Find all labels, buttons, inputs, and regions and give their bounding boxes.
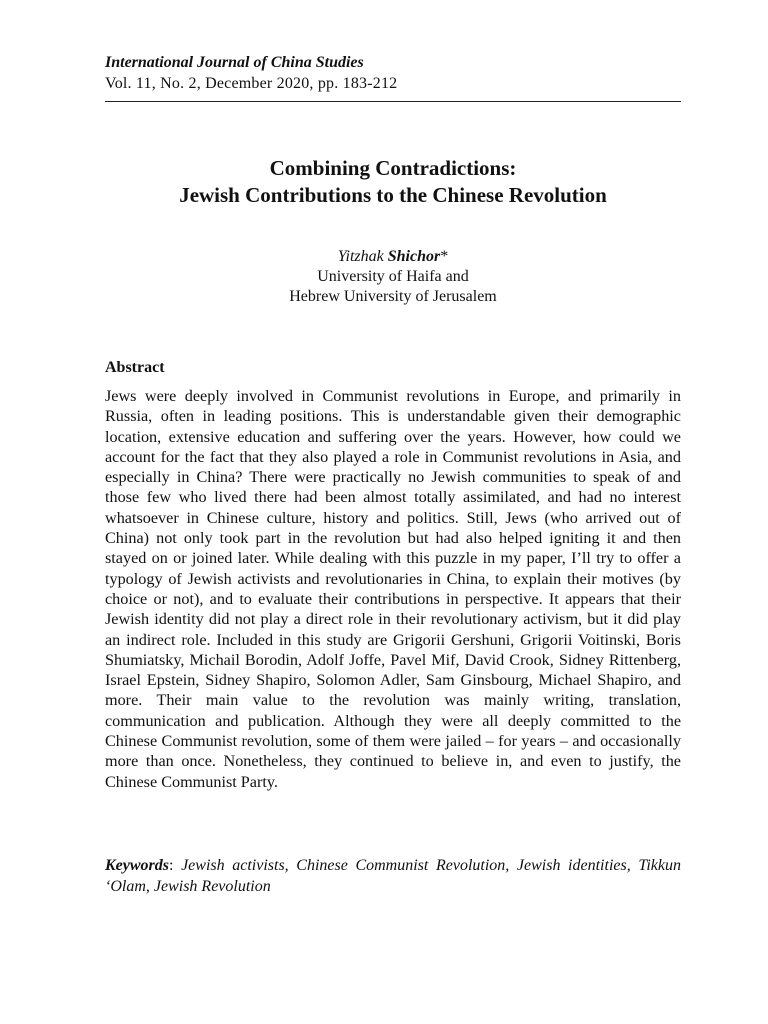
journal-issue-info: Vol. 11, No. 2, December 2020, pp. 183-212 xyxy=(105,75,398,92)
title-line-1: Combining Contradictions: xyxy=(269,156,517,180)
author-footnote-mark[interactable]: * xyxy=(440,248,449,265)
journal-name: International Journal of China Studies xyxy=(105,54,364,71)
keywords-label: Keywords xyxy=(105,857,169,874)
journal-header xyxy=(105,52,681,94)
keywords-text: Jewish activists, Chinese Communist Revolution, Jewish identities, Tikkun ‘Olam, Jewish Revolution xyxy=(105,857,681,895)
abstract-text: Jews were deeply involved in Communist revolutions in Europe, and primarily in Russia, often in leading positions. This is understandable given their demographic location, extensive education and suffering over the years. However, how could we account for the fact that they also played a role in Communist revolutions in Asia, and especially in China? There were practically no Jewish communities to speak of and those few who lived there had been almost totally assimilated, and had no interest whatsoever in Chinese culture, history and politics. Still, Jews (who arrived out of China) not only took part in the revolution but had also helped igniting it and then stayed on or joined later. While dealing with this puzzle in my paper, I’ll try to offer a typology of Jewish activists and revolutionaries in China, to explain their motives (by choice or not), and to evaluate their contributions in perspective. It appears that their Jewish identity did not play a direct role in their revolutionary activism, but it did play an indirect role. Included in this study are Grigorii Gershuni, Grigorii Voitinski, Boris Shumiatsky, Michail Borodin, Adolf Joffe, Pavel Mif, David Crook, Sidney Rittenberg, Israel Epstein, Sidney Shapiro, Solomon Adler, Sam Ginsbourg, Michael Shapiro, and more. Their main value to the revolution was mainly writing, translation, communication and publication. Although they were all deeply committed to the Chinese Communist revolution, some of them were jailed – for years – and occasionally more than once. Nonetheless, they continued to believe in, and even to justify, the Chinese Communist Party. xyxy=(105,387,681,791)
affiliation-line-2: Hebrew University of Jerusalem xyxy=(289,288,497,305)
paper-title xyxy=(105,155,681,209)
affiliation-line-1: University of Haifa and xyxy=(317,268,469,285)
author-block xyxy=(105,247,681,307)
author-name xyxy=(105,247,681,267)
abstract-heading: Abstract xyxy=(105,359,165,376)
title-line-2: Jewish Contributions to the Chinese Revolution xyxy=(179,183,607,207)
header-divider xyxy=(105,101,681,102)
keywords xyxy=(105,855,681,897)
author-last-name: Shichor xyxy=(387,248,441,265)
keywords-separator: : xyxy=(169,857,182,874)
author-first-name: Yitzhak xyxy=(337,248,384,265)
